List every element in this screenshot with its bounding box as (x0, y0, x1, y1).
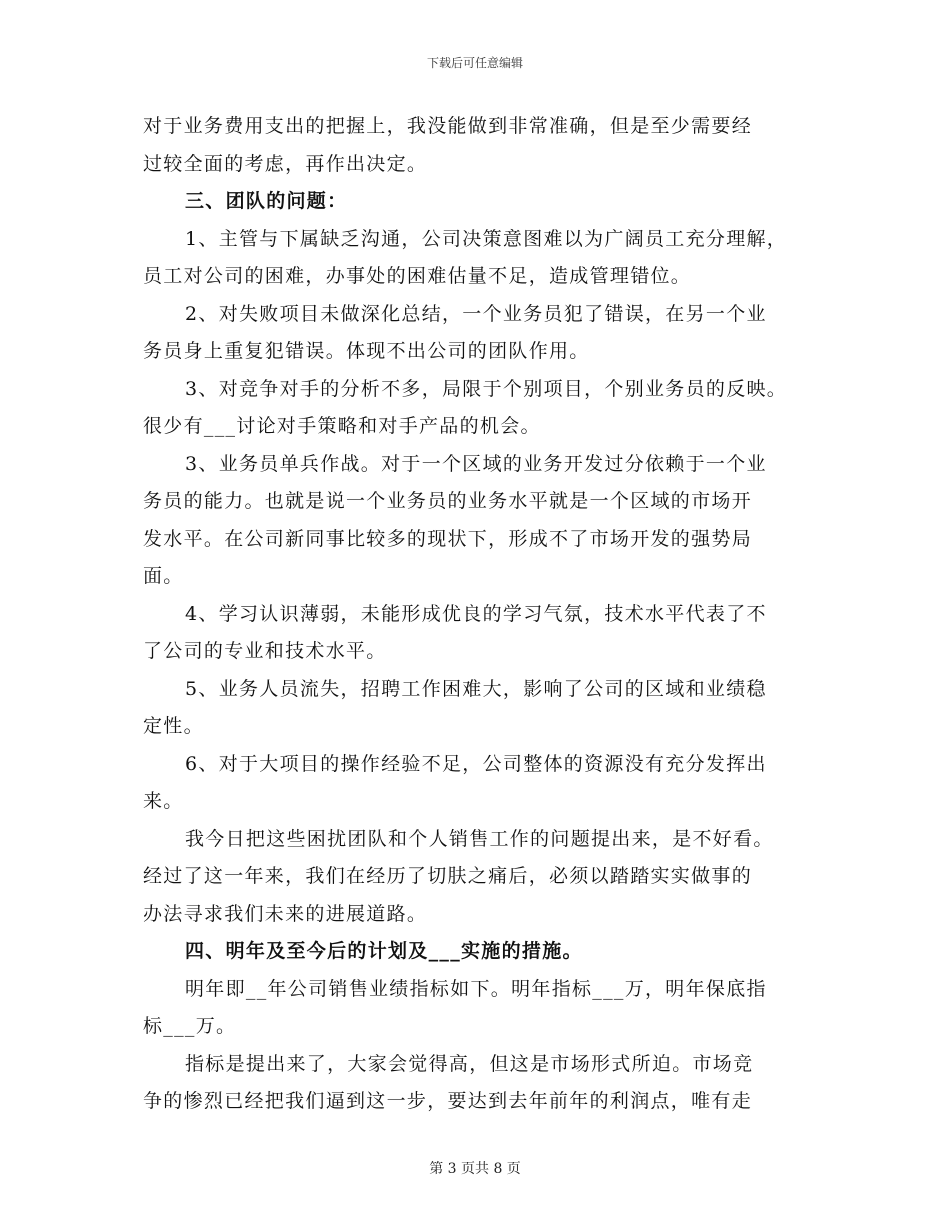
text-line: 定性。 (143, 715, 204, 737)
text-line: 2、对失败项目未做深化总结，一个业务员犯了错误，在另一个业 (185, 302, 767, 325)
text-line: 5、业务人员流失，招聘工作困难大，影响了公司的区域和业绩稳 (185, 677, 767, 700)
text-line: 发水平。在公司新同事比较多的现状下，形成不了市场开发的强势局 (143, 527, 753, 550)
text-line: 我今日把这些困扰团队和个人销售工作的问题提出来，是不好看。 (185, 827, 774, 850)
text-line: 指标是提出来了，大家会觉得高，但这是市场形式所迫。市场竞 (185, 1052, 754, 1075)
text-line: 对于业务费用支出的把握上，我没能做到非常准确，但是至少需要经 (143, 115, 753, 137)
text-line: 来。 (143, 790, 184, 812)
text-line: 3、业务员单兵作战。对于一个区域的业务开发过分依赖于一个业 (185, 452, 767, 475)
text-line: 明年即__年公司销售业绩指标如下。明年指标___万，明年保底指 (185, 977, 767, 1000)
text-line: 了公司的专业和技术水平。 (143, 640, 387, 662)
text-line: 经过了这一年来，我们在经历了切肤之痛后，必须以踏踏实实做事的 (143, 865, 753, 887)
text-line: 3、对竞争对手的分析不多，局限于个别项目，个别业务员的反映。 (185, 377, 788, 400)
text-line: 务员身上重复犯错误。体现不出公司的团队作用。 (143, 340, 590, 362)
text-line: 过较全面的考虑，再作出决定。 (143, 152, 428, 175)
page-header: 下载后可任意编辑 (426, 56, 523, 70)
document-body (143, 108, 813, 1121)
section-heading: 三、团队的问题： (185, 190, 348, 212)
text-line: 6、对于大项目的操作经验不足，公司整体的资源没有充分发挥出 (185, 752, 767, 775)
section-heading: 四、明年及至今后的计划及___实施的措施。 (185, 940, 583, 962)
text-line: 面。 (143, 565, 184, 587)
text-line: 员工对公司的困难，办事处的困难估量不足，造成管理错位。 (143, 265, 692, 287)
text-line: 办法寻求我们未来的进展道路。 (143, 902, 428, 925)
text-line: 1、主管与下属缺乏沟通，公司决策意图难以为广阔员工充分理解， (185, 227, 788, 250)
text-line: 4、学习认识薄弱，未能形成优良的学习气氛，技术水平代表了不 (185, 602, 767, 625)
text-line: 很少有___讨论对手策略和对手产品的机会。 (143, 415, 541, 437)
text-line: 争的惨烈已经把我们逼到这一步，要达到去年前年的利润点，唯有走 (143, 1090, 753, 1112)
page-footer: 第 3 页共 8 页 (429, 1161, 521, 1177)
text-line: 标___万。 (143, 1015, 237, 1037)
text-line: 务员的能力。也就是说一个业务员的业务水平就是一个区域的市场开 (143, 490, 753, 512)
